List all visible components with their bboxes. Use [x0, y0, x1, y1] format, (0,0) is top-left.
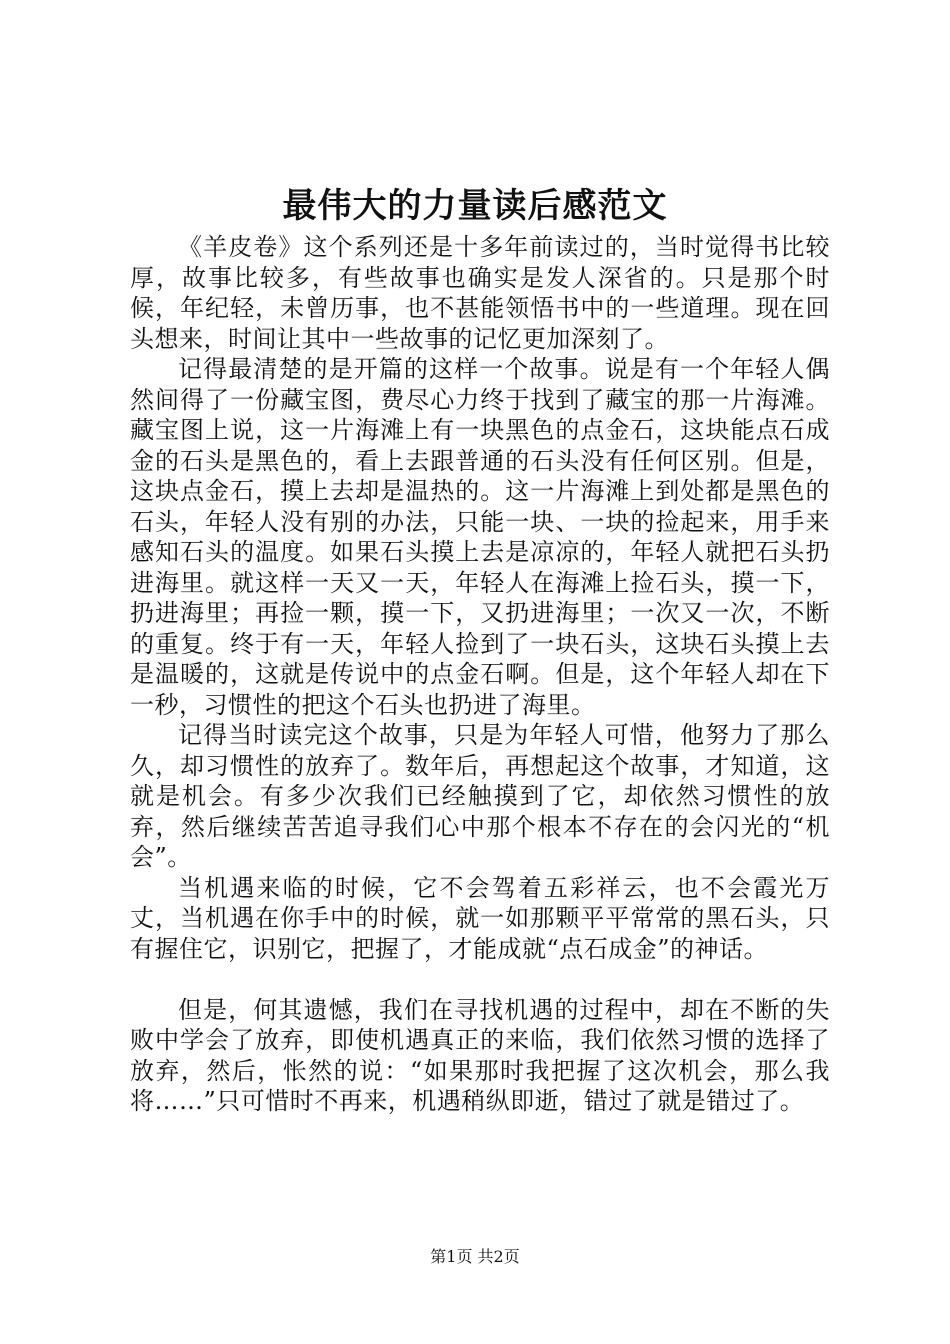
document-body	[130, 232, 830, 1117]
paragraph-1: 《羊皮卷》这个系列还是十多年前读过的，当时觉得书比较厚，故事比较多，有些故事也确实是发人深省的。只是那个时候，年纪轻，未曾历事，也不甚能领悟书中的一些道理。现在回头想来，时间让其中一些故事的记忆更加深刻了。	[130, 233, 830, 353]
page-number-footer: 第1页 共2页	[430, 1247, 520, 1266]
document-title: 最伟大的力量读后感范文	[282, 186, 668, 226]
paragraph-3: 记得当时读完这个故事，只是为年轻人可惜，他努力了那么久，却习惯性的放弃了。数年后，再想起这个故事，才知道，这就是机会。有多少次我们已经触摸到了它，却依然习惯性的放弃，然后继续苦苦追寻我们心中那个根本不存在的会闪光的“机会”。	[130, 721, 830, 871]
paragraph-2: 记得最清楚的是开篇的这样一个故事。说是有一个年轻人偶然间得了一份藏宝图，费尽心力终于找到了藏宝的那一片海滩。藏宝图上说，这一片海滩上有一块黑色的点金石，这块能点石成金的石头是黑色的，看上去跟普通的石头没有任何区别。但是，这块点金石，摸上去却是温热的。这一片海滩上到处都是黑色的石头，年轻人没有别的办法，只能一块、一块的捡起来，用手来感知石头的温度。如果石头摸上去是凉凉的，年轻人就把石头扔进海里。就这样一天又一天，年轻人在海滩上捡石头，摸一下，扔进海里；再捡一颗，摸一下，又扔进海里；一次又一次，不断的重复。终于有一天，年轻人捡到了一块石头，这块石头摸上去是温暖的，这就是传说中的点金石啊。但是，这个年轻人却在下一秒，习惯性的把这个石头也扔进了海里。	[130, 355, 830, 719]
paragraph-5: 但是，何其遗憾，我们在寻找机遇的过程中，却在不断的失败中学会了放弃，即使机遇真正的来临，我们依然习惯的选择了放弃，然后，怅然的说：“如果那时我把握了这次机会，那么我将……”只可惜时不再来，机遇稍纵即逝，错过了就是错过了。	[130, 995, 830, 1115]
paragraph-4: 当机遇来临的时候，它不会驾着五彩祥云，也不会霞光万丈，当机遇在你手中的时候，就一如那颗平平常常的黑石头，只有握住它，识别它，把握了，才能成就“点石成金”的神话。	[130, 873, 830, 963]
